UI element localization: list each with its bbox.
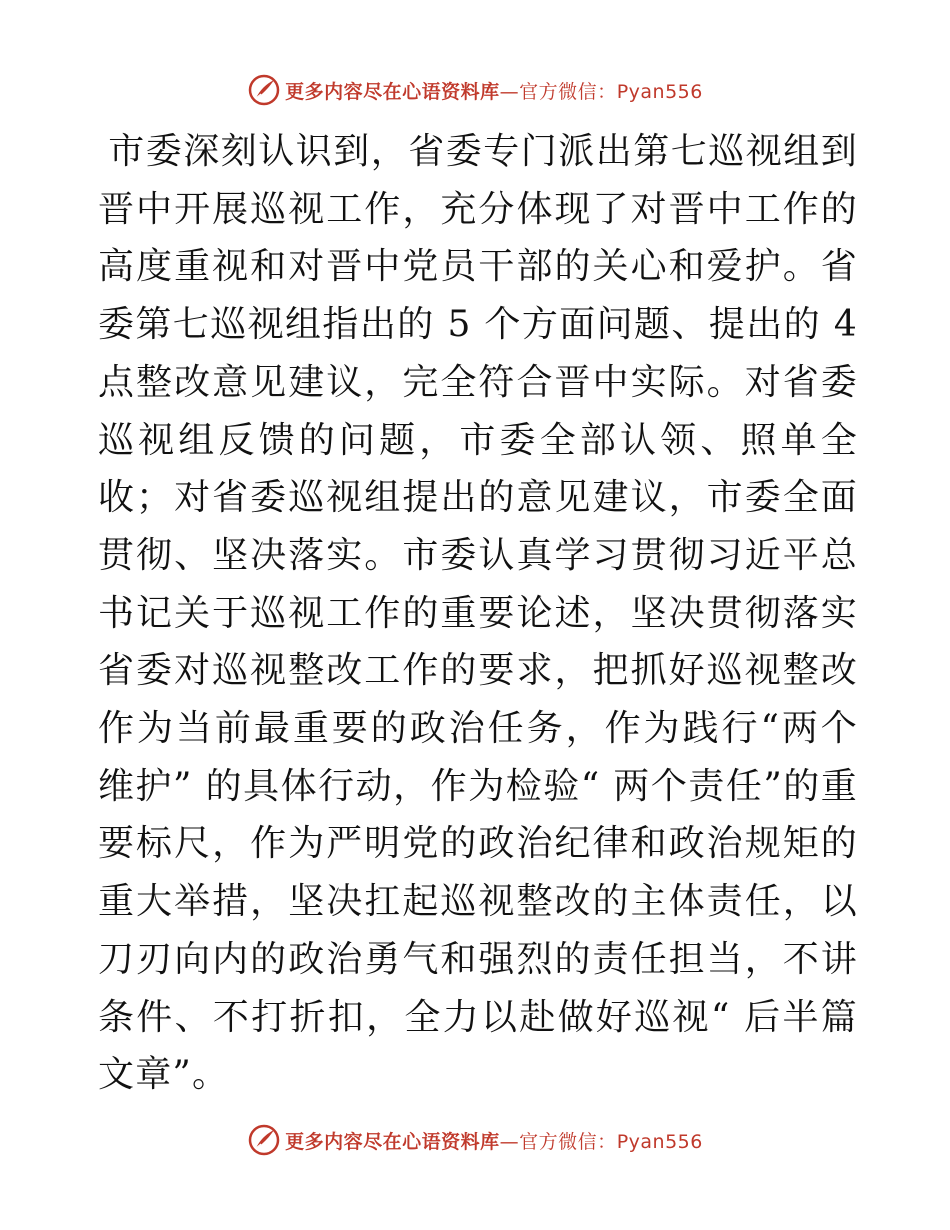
header-banner-wechat-id: Pyan556	[616, 80, 703, 103]
footer-banner	[0, 1120, 950, 1160]
footer-banner-main: 更多内容尽在心语资料库	[285, 1130, 500, 1153]
header-banner	[0, 70, 950, 110]
quill-pen-logo-icon	[247, 73, 281, 107]
footer-banner-separator: —	[499, 1130, 520, 1153]
document-body	[98, 123, 858, 1104]
body-paragraph-text: 市委深刻认识到，省委专门派出第七巡视组到晋中开展巡视工作，充分体现了对晋中工作的高度重视和对晋中党员干部的关心和爱护。省委第七巡视组指出的 5 个方面问题、提出的 4 点整改意见建议，完全符合晋中实际。对省委巡视组反馈的问题，市委全部认领、照单全收；对省委巡视组提出的意见建议，市委全面贯彻、坚决落实。市委认真学习贯彻习近平总书记关于巡视工作的重要论述，坚决贯彻落实省委对巡视整改工作的要求，把抓好巡视整改作为当前最重要的政治任务，作为践行“两个维护” 的具体行动，作为检验“ 两个责任”的重要标尺，作为严明党的政治纪律和政治规矩的重大举措，坚决扛起巡视整改的主体责任，以刀刃向内的政治勇气和强烈的责任担当，不讲条件、不打折扣，全力以赴做好巡视“ 后半篇文章”。	[98, 131, 858, 1096]
header-banner-separator: —	[499, 80, 520, 103]
header-banner-text	[285, 77, 703, 104]
header-banner-main: 更多内容尽在心语资料库	[285, 80, 500, 103]
footer-banner-label: 官方微信：	[519, 1130, 617, 1153]
body-paragraph	[98, 123, 858, 1104]
footer-banner-text	[285, 1127, 703, 1154]
footer-banner-wechat-id: Pyan556	[616, 1130, 703, 1153]
header-banner-label: 官方微信：	[519, 80, 617, 103]
quill-pen-logo-icon	[247, 1123, 281, 1157]
